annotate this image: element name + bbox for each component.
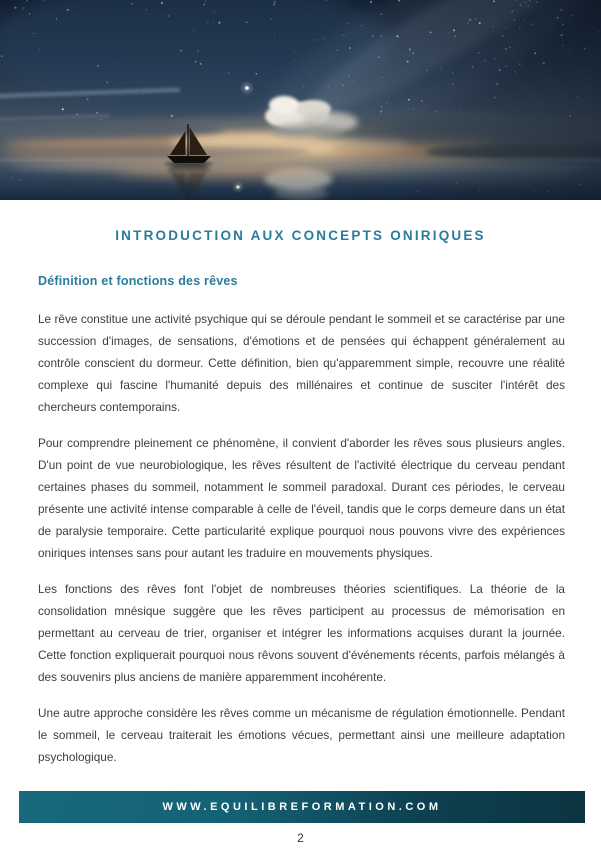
night-sky-sailboat-illustration [0,0,601,200]
page-number: 2 [297,831,304,845]
page-title: INTRODUCTION AUX CONCEPTS ONIRIQUES [115,228,486,243]
header-image [0,0,601,200]
right-dark-overlay [0,0,601,200]
paragraph-memory-consolidation: Les fonctions des rêves font l'objet de nombreuses théories scientifiques. La théorie de la consolidation mnésique suggère que les rêves participent au processus de mémorisation en permettant au cerveau de trier, organiser et intégrer les informations acquises durant la journée. Cette fonction expliquerait pourquoi nous rêvons souvent d'événements récents, parfois mélangés à des souvenirs plus anciens de manière apparemment incohérente. [38,582,565,684]
footer-website-link[interactable]: WWW.EQUILIBREFORMATION.COM [162,801,442,813]
section-heading: Définition et fonctions des rêves [38,274,238,288]
body-text [38,308,565,782]
footer-bar [19,791,585,823]
paragraph-emotional-regulation: Une autre approche considère les rêves comme un mécanisme de régulation émotionnelle. Pendant le sommeil, le cerveau traiterait les émotions vécues, permettant ainsi une meilleure adaptation psychologique. [38,706,565,764]
paragraph-definition: Le rêve constitue une activité psychique qui se déroule pendant le sommeil et se caractérise par une succession d'images, de sensations, d'émotions et de pensées qui échappent généralement au contrôle conscient du dormeur. Cette définition, bien qu'apparemment simple, recouvre une réalité complexe qui fascine l'humanité depuis des millénaires et continue de susciter l'intérêt des chercheurs contemporains. [38,312,565,414]
paragraph-neurobiology: Pour comprendre pleinement ce phénomène, il convient d'aborder les rêves sous plusieurs angles. D'un point de vue neurobiologique, les rêves résultent de l'activité électrique du cerveau pendant certaines phases du sommeil, notamment le sommeil paradoxal. Durant ces périodes, le cerveau présente une activité intense comparable à celle de l'éveil, tandis que le corps demeure dans un état de paralysie temporaire. Cette particularité explique pourquoi nous pouvons vivre des expériences oniriques intenses sans pour autant les traduire en mouvements physiques. [38,436,565,560]
